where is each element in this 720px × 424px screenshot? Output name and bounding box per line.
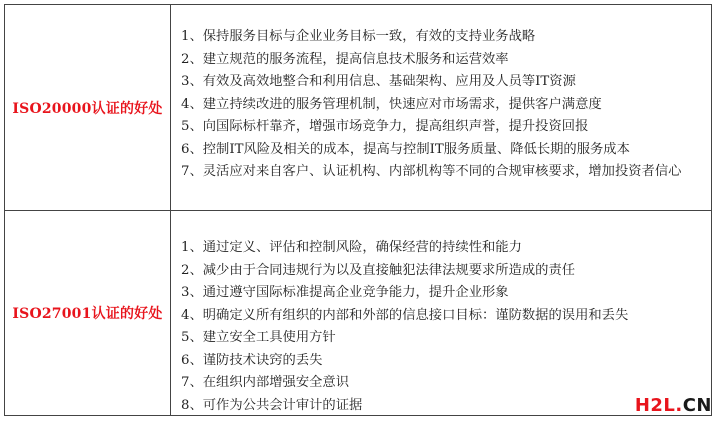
site-watermark (635, 395, 712, 416)
watermark-dot: . (675, 395, 683, 416)
row-label: ISO20000认证的好处 (5, 5, 171, 210)
list-item: 3、通过遵守国际标准提高企业竞争能力，提升企业形象 (181, 285, 509, 300)
list-item: 7、灵活应对来自客户、认证机构、内部机构等不同的合规审核要求，增加投资者信心 (181, 164, 682, 179)
list-item: 6、控制IT风险及相关的成本，提高与控制IT服务质量、降低长期的服务成本 (181, 141, 630, 157)
benefits-list (171, 211, 711, 415)
list-item: 4、建立持续改进的服务管理机制，快速应对市场需求，提供客户满意度 (181, 96, 602, 112)
list-item: 2、减少由于合同违规行为以及直接触犯法律法规要求所造成的责任 (181, 262, 576, 278)
table-row-iso27001 (5, 211, 711, 415)
watermark-part1: H2L (634, 395, 676, 416)
list-item: 3、有效及高效地整合和利用信息、基础架构、应用及人员等IT资源 (181, 74, 576, 89)
list-item: 6、谨防技术诀窍的丢失 (181, 352, 323, 368)
list-item: 8、可作为公共会计审计的证据 (181, 397, 363, 413)
watermark-part2: CN (682, 395, 712, 416)
benefits-list (171, 5, 711, 210)
list-item: 5、建立安全工具使用方针 (181, 330, 336, 345)
list-item: 1、保持服务目标与企业业务目标一致，有效的支持业务战略 (181, 29, 536, 44)
list-item: 2、建立规范的服务流程，提高信息技术服务和运营效率 (181, 51, 509, 67)
list-item: 7、在组织内部增强安全意识 (181, 375, 350, 390)
benefits-table (4, 4, 712, 416)
list-item: 5、向国际标杆靠齐，增强市场竞争力，提高组织声誉，提升投资回报 (181, 119, 589, 134)
list-item: 4、明确定义所有组织的内部和外部的信息接口目标：谨防数据的误用和丢失 (181, 307, 629, 323)
table-row-iso20000 (5, 5, 711, 211)
list-item: 1、通过定义、评估和控制风险，确保经营的持续性和能力 (181, 240, 522, 255)
row-label: ISO27001认证的好处 (5, 211, 171, 415)
